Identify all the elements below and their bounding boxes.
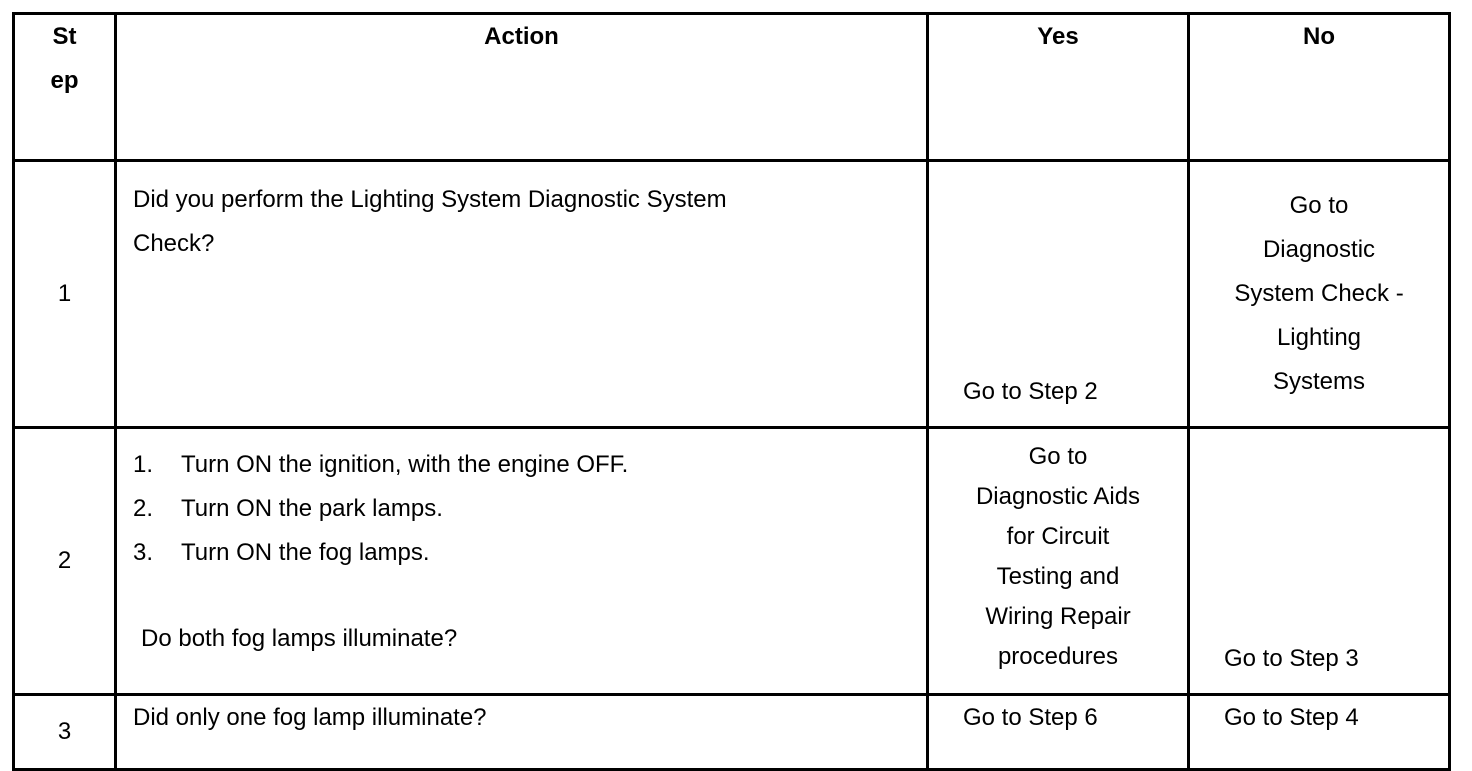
table-row [14,161,1450,428]
list-item [133,531,912,575]
yes-text-line: Diagnostic Aids [975,483,1141,510]
yes-text-line: Testing and [996,563,1120,590]
header-step-line2: ep [50,67,79,94]
diagnostic-table [12,12,1451,771]
no-text-line: Systems [1272,368,1365,395]
table-row [14,428,1450,695]
yes-cell [928,428,1189,695]
yes-cell: Go to Step 6 [928,695,1189,770]
no-text-line: Go to [1289,192,1349,219]
header-action: Action [116,14,928,161]
header-step-line1: St [52,23,77,50]
no-cell: Go to Step 3 [1189,428,1450,695]
step-number: 1 [14,161,116,428]
no-cell [1189,161,1450,428]
list-item-number: 2. [133,495,154,522]
action-cell [116,161,928,428]
no-text-line: Diagnostic [1262,236,1376,263]
yes-text-line: for Circuit [1006,523,1110,550]
step-number: 3 [14,695,116,770]
list-item-text: Turn ON the park lamps. [181,495,443,522]
action-text-line1: Did you perform the Lighting System Diagnostic System [133,186,727,213]
action-cell [116,428,928,695]
list-item-number: 1. [133,451,154,478]
list-item-number: 3. [133,539,154,566]
action-steps-list [133,443,912,575]
table-header-row [14,14,1450,161]
table-row [14,695,1450,770]
header-yes: Yes [928,14,1189,161]
step-number: 2 [14,428,116,695]
action-cell: Did only one fog lamp illuminate? [116,695,928,770]
list-item [133,443,912,487]
yes-text-line: procedures [997,643,1119,670]
yes-text-line: Wiring Repair [985,603,1131,630]
list-item-text: Turn ON the fog lamps. [181,539,430,566]
action-text-line2: Check? [133,230,215,257]
action-question: Do both fog lamps illuminate? [141,625,458,652]
no-cell: Go to Step 4 [1189,695,1450,770]
list-item [133,487,912,531]
header-no: No [1189,14,1450,161]
no-text-line: System Check - [1234,280,1404,307]
no-text-line: Lighting [1276,324,1362,351]
yes-text-line: Go to [1028,443,1088,470]
header-step [14,14,116,161]
list-item-text: Turn ON the ignition, with the engine OFF. [181,451,629,478]
yes-cell: Go to Step 2 [928,161,1189,428]
